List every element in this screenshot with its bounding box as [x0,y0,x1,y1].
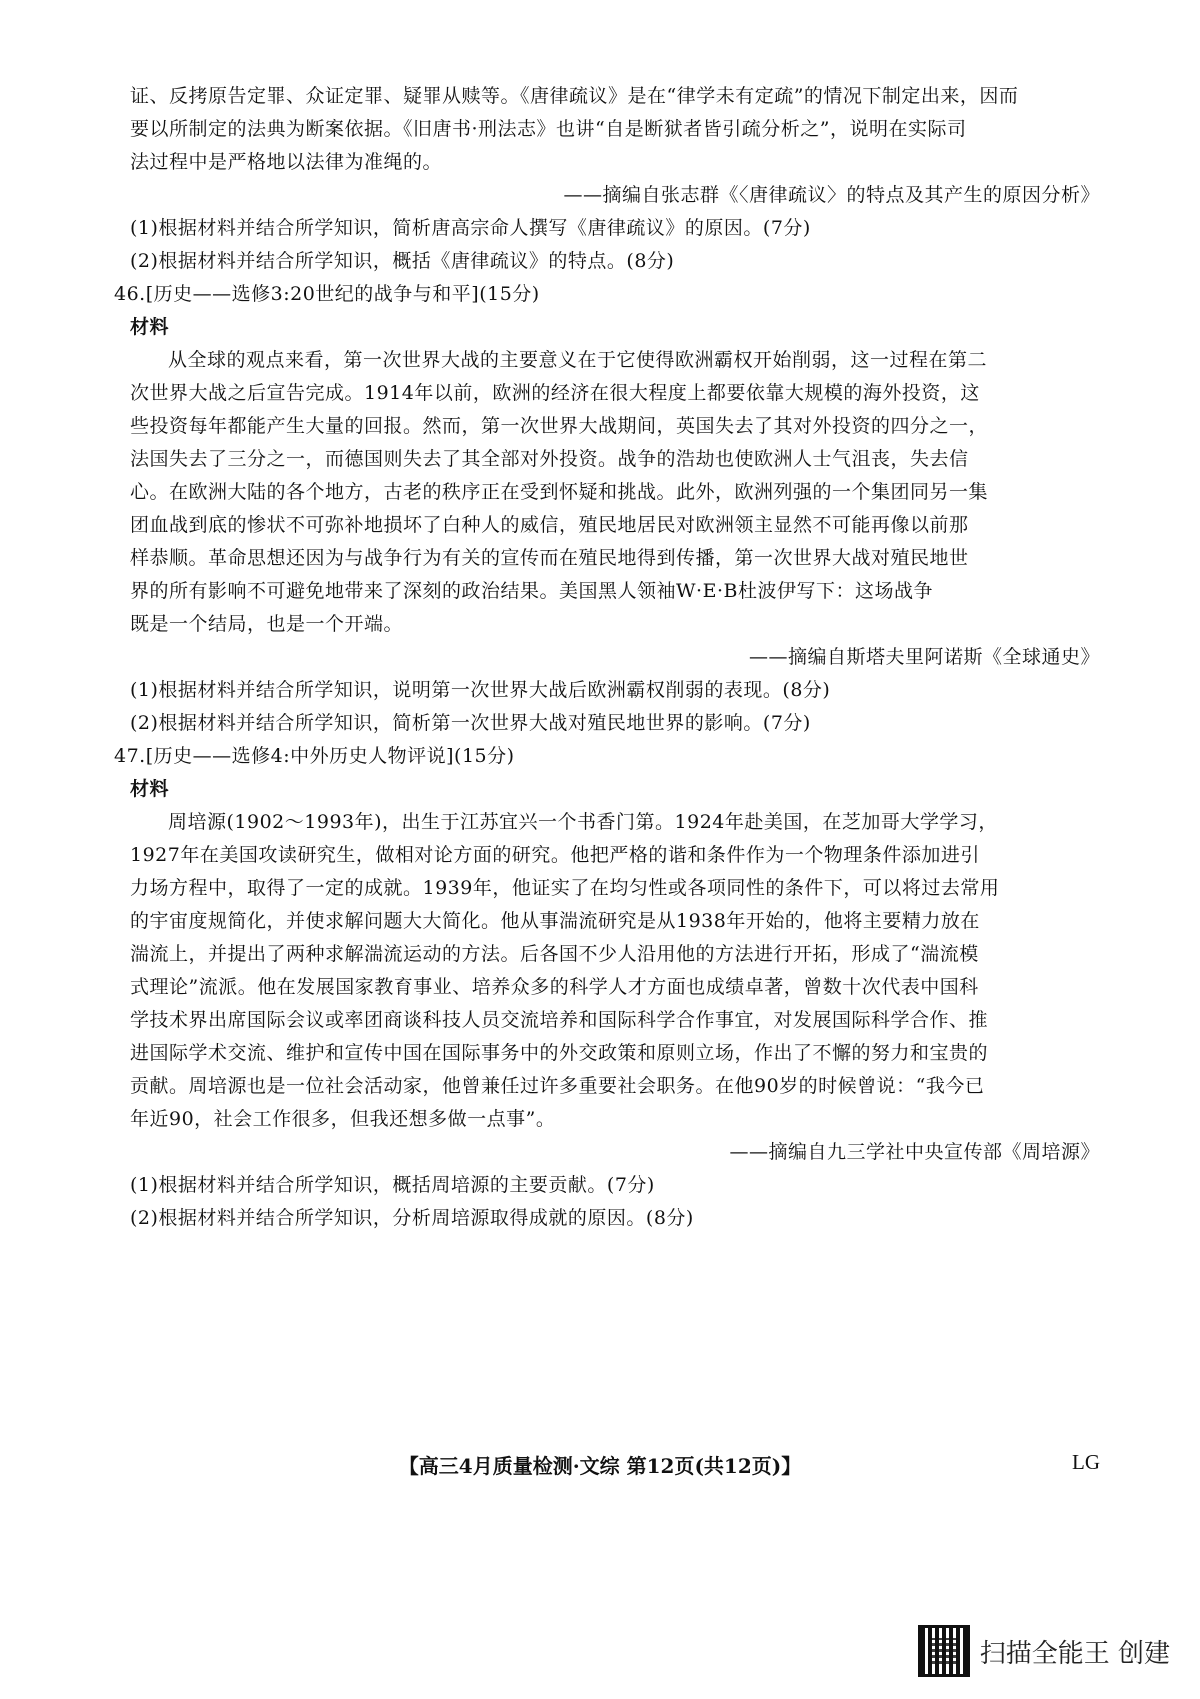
question-item: (2)根据材料并结合所学知识，分析周培源取得成就的原因。(8分) [130,1207,694,1229]
paragraph-line: 要以所制定的法典为断案依据。《旧唐书·刑法志》也讲“自是断狱者皆引疏分析之”，说明在实际司 [130,118,967,140]
source-citation: ——摘编自九三学社中央宣传部《周培源》 [729,1141,1100,1163]
question-item: (1)根据材料并结合所学知识，简析唐高宗命人撰写《唐律疏议》的原因。(7分) [130,217,811,239]
paragraph-line: 界的所有影响不可避免地带来了深刻的政治结果。美国黑人领袖W·E·B杜波伊写下：这场战争 [130,580,933,602]
source-citation: ——摘编自张志群《〈唐律疏议〉的特点及其产生的原因分析》 [563,184,1100,206]
page-footer: 【高三4月质量检测·文综 第12页(共12页)】 [398,1454,802,1478]
page-content [114,80,1100,1235]
paragraph-line: 次世界大战之后宣告完成。1914年以前，欧洲的经济在很大程度上都要依靠大规模的海外投资，这 [130,382,980,404]
paragraph-line: 团血战到底的惨状不可弥补地损坏了白种人的威信，殖民地居民对欧洲领主显然不可能再像以前那 [130,514,969,536]
paragraph-line: 样恭顺。革命思想还因为与战争行为有关的宣传而在殖民地得到传播，第一次世界大战对殖民地世 [130,547,969,569]
paragraph-line: 年近90，社会工作很多，但我还想多做一点事”。 [130,1108,556,1130]
question-item: (1)根据材料并结合所学知识，概括周培源的主要贡献。(7分) [130,1174,655,1196]
paragraph-line: 学技术界出席国际会议或率团商谈科技人员交流培养和国际科学合作事宜，对发展国际科学合作、推 [130,1009,989,1031]
paragraph-line: 法过程中是严格地以法律为准绳的。 [130,151,443,173]
qr-code-icon [918,1625,970,1677]
top-material-block [130,80,1100,278]
scanner-watermark [918,1625,1170,1677]
paragraph-line: 周培源(1902～1993年)，出生于江苏宜兴一个书香门第。1924年赴美国，在芝加哥大学学习， [168,811,998,833]
watermark-text: 扫描全能王 创建 [979,1638,1170,1669]
paragraph-line: 法国失去了三分之一，而德国则失去了其全部对外投资。战争的浩劫也使欧洲人士气沮丧，失去信 [130,448,969,470]
paragraph-line: 湍流上，并提出了两种求解湍流运动的方法。后各国不少人沿用他的方法进行开拓，形成了“湍流模 [130,943,979,965]
paragraph-line: 证、反拷原告定罪、众证定罪、疑罪从赎等。《唐律疏议》是在“律学未有定疏”的情况下制定出来，因而 [130,85,1019,107]
question-item: (2)根据材料并结合所学知识，简析第一次世界大战对殖民地世界的影响。(7分) [130,712,811,734]
question-title: 46.[历史——选修3:20世纪的战争与和平](15分) [114,283,540,305]
paragraph-line: 些投资每年都能产生大量的回报。然而，第一次世界大战期间，英国失去了其对外投资的四分之一， [130,415,989,437]
paragraph-line: 心。在欧洲大陆的各个地方，古老的秩序正在受到怀疑和挑战。此外，欧洲列强的一个集团同另一集 [130,481,989,503]
paragraph-line: 既是一个结局，也是一个开端。 [130,613,404,635]
question-46 [114,278,1100,740]
question-47 [114,740,1100,1235]
footer-code: LG [1072,1450,1100,1474]
paragraph-line: 1927年在美国攻读研究生，做相对论方面的研究。他把严格的谐和条件作为一个物理条件添加进引 [130,844,980,866]
paragraph-line: 贡献。周培源也是一位社会活动家，他曾兼任过许多重要社会职务。在他90岁的时候曾说：“我今已 [130,1075,985,1097]
material-label: 材料 [130,316,170,338]
material-label: 材料 [130,778,170,800]
paragraph-line: 从全球的观点来看，第一次世界大战的主要意义在于它使得欧洲霸权开始削弱，这一过程在第二 [168,349,988,371]
question-item: (2)根据材料并结合所学知识，概括《唐律疏议》的特点。(8分) [130,250,675,272]
paragraph-line: 力场方程中，取得了一定的成就。1939年，他证实了在均匀性或各项同性的条件下，可以将过去常用 [130,877,1000,899]
source-citation: ——摘编自斯塔夫里阿诺斯《全球通史》 [748,646,1100,668]
question-item: (1)根据材料并结合所学知识，说明第一次世界大战后欧洲霸权削弱的表现。(8分) [130,679,831,701]
paragraph-line: 的宇宙度规简化，并使求解问题大大简化。他从事湍流研究是从1938年开始的，他将主要精力放在 [130,910,980,932]
paragraph-line: 进国际学术交流、维护和宣传中国在国际事务中的外交政策和原则立场，作出了不懈的努力和宝贵的 [130,1042,989,1064]
question-title: 47.[历史——选修4:中外历史人物评说](15分) [114,745,515,767]
paragraph-line: 式理论”流派。他在发展国家教育事业、培养众多的科学人才方面也成绩卓著，曾数十次代表中国科 [130,976,979,998]
